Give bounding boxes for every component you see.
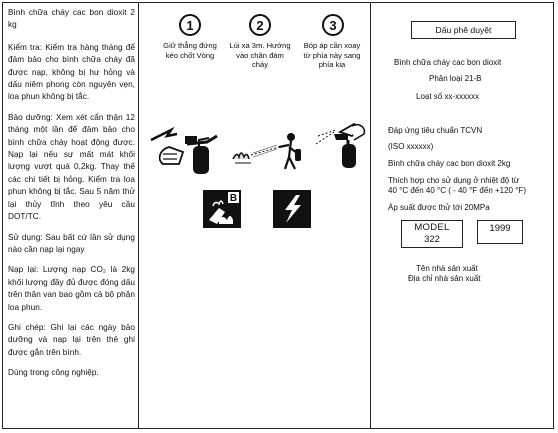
manufacturer-address: Địa chỉ nhà sản xuất xyxy=(408,274,481,283)
model-label: MODEL xyxy=(414,222,450,233)
records-text: Ghi chép: Ghi lại các ngày bảo dưỡng và nạp lại trên thẻ ghi được gắn trên bình. xyxy=(8,322,135,357)
maintenance-text: Bảo dưỡng: Xem xét cẩn thận 12 tháng một lần để đảm bảo cho bình chữa cháy hoạt động được. Nạp lại nếu sự mất mát khối lượng vượt quá 0,2kg. Thay thế các chi tiết bị hỏng. Kiểm tra loa phun không bị tắc. Sau 5 năm thử lại thủy tĩnh theo yêu cầu DOT/TC. xyxy=(8,112,135,222)
instructions-column xyxy=(2,2,139,429)
operation-column xyxy=(139,2,371,429)
product-heading: Bình chữa cháy cac bon dioxit 2 kg xyxy=(8,8,135,30)
iso-reference: (ISO xxxxxx) xyxy=(388,142,434,151)
electrical-lightning-icon xyxy=(273,190,311,228)
temperature-line-2: 40 °C đến 40 °C ( - 40 °F đến +120 °F) xyxy=(388,186,526,195)
svg-text:B: B xyxy=(229,193,238,204)
squeeze-lever-illustration xyxy=(314,114,369,172)
specifications-column xyxy=(371,2,554,429)
test-pressure: Áp suất được thử tới 20MPa xyxy=(388,203,490,212)
industrial-use-text: Dùng trong công nghiệp. xyxy=(8,368,99,378)
classification: Phân loại 21-B xyxy=(429,74,482,83)
lot-number: Loạt số xx-xxxxxx xyxy=(416,92,480,101)
model-value: 322 xyxy=(424,234,440,245)
recharge-text: Nạp lại: Lượng nạp CO₂ là 2kg khối lượng đầy đủ được đóng dấu trên thân van bao gồm cả bộ phận loa phun. xyxy=(8,265,135,312)
product-title: Bình chữa cháy cac bon dioxit xyxy=(394,58,502,67)
step-1-number: 1 xyxy=(179,14,201,36)
usage-text: Sử dụng: Sau bất cứ lần sử dụng nào cần nạp lại ngay xyxy=(8,232,135,254)
standard-compliance: Đáp ứng tiêu chuẩn TCVN xyxy=(388,126,483,135)
step-3-text: Bóp áp cần xoay từ phía này sang phía kia xyxy=(303,41,361,70)
step-3-number: 3 xyxy=(322,14,344,36)
class-b-burning-liquid-icon xyxy=(203,190,241,228)
year-value: 1999 xyxy=(489,223,511,234)
pull-pin-illustration xyxy=(149,122,224,177)
year-box xyxy=(477,220,523,244)
approval-stamp-box: Dấu phê duyệt xyxy=(411,21,516,39)
temperature-line-1: Thích hợp cho sử dụng ở nhiệt độ từ xyxy=(388,176,520,185)
inspection-text: Kiểm tra: Kiểm tra hàng tháng để đảm bảo cho bình chữa cháy đã được nạp, không bị hư hỏng và dấu niêm phong còn nguyên vẹn, loa phun không bị tắc. xyxy=(8,42,135,102)
product-description: Bình chữa cháy cac bon dioxit 2kg xyxy=(388,159,511,168)
manufacturer-name: Tên nhà sản xuất xyxy=(416,264,478,273)
model-box xyxy=(401,220,463,248)
step-1-text: Giữ thẳng đứng kéo chốt Vòng xyxy=(163,41,217,60)
aim-at-fire-illustration xyxy=(229,127,309,177)
step-2-text: Lùi xa 3m. Hướng vào chân đám cháy xyxy=(229,41,291,70)
step-2-number: 2 xyxy=(249,14,271,36)
